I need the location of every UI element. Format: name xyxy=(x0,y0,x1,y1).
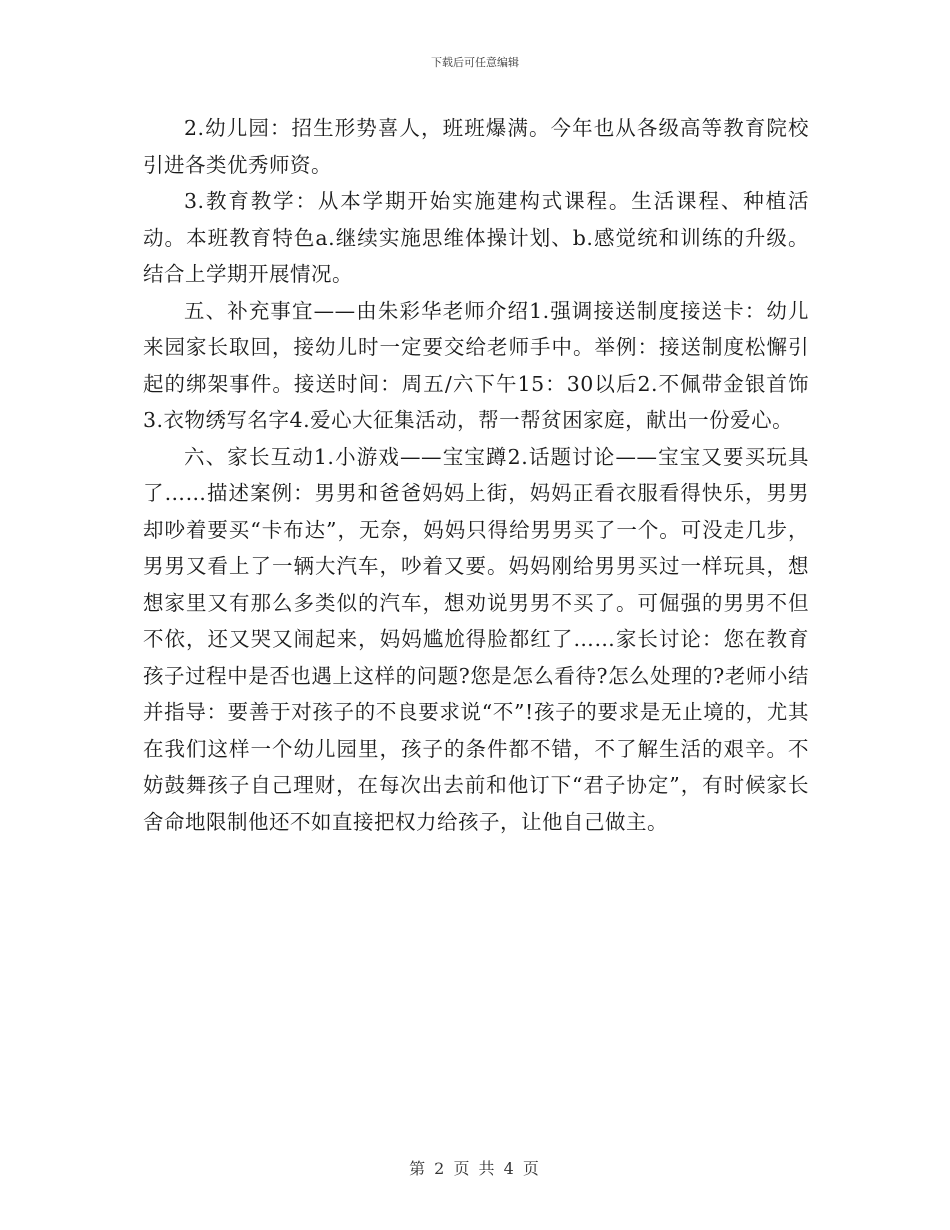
document-body xyxy=(143,110,809,840)
paragraph-kindergarten: 2.幼儿园：招生形势喜人，班班爆满。今年也从各级高等教育院校引进各类优秀师资。 xyxy=(143,116,809,177)
paragraph-teaching: 3.教育教学：从本学期开始实施建构式课程。生活课程、种植活动。本班教育特色a.继续实施思维体操计划、b.感觉统和训练的升级。结合上学期开展情况。 xyxy=(143,189,809,286)
page-header: 下载后可任意编辑 xyxy=(431,56,519,69)
page-footer: 第 2 页 共 4 页 xyxy=(409,1159,541,1178)
paragraph-supplementary-matters: 五、补充事宜——由朱彩华老师介绍1.强调接送制度接送卡：幼儿来园家长取回，接幼儿时一定要交给老师手中。举例：接送制度松懈引起的绑架事件。接送时间：周五/六下午15：30以后2.不佩带金银首饰3.衣物绣写名字4.爱心大征集活动，帮一帮贫困家庭，献出一份爱心。 xyxy=(143,298,809,432)
paragraph-parent-interaction: 六、家长互动1.小游戏——宝宝蹲2.话题讨论——宝宝又要买玩具了……描述案例：男男和爸爸妈妈上街，妈妈正看衣服看得快乐，男男却吵着要买“卡布达”，无奈，妈妈只得给男男买了一个。可没走几步，男男又看上了一辆大汽车，吵着又要。妈妈刚给男男买过一样玩具，想想家里又有那么多类似的汽车，想劝说男男不买了。可倔强的男男不但不依，还又哭又闹起来，妈妈尴尬得脸都红了……家长讨论：您在教育孩子过程中是否也遇上这样的问题?您是怎么看待?怎么处理的?老师小结并指导：要善于对孩子的不良要求说“不”!孩子的要求是无止境的，尤其在我们这样一个幼儿园里，孩子的条件都不错，不了解生活的艰辛。不妨鼓舞孩子自己理财，在每次出去前和他订下“君子协定”，有时候家长舍命地限制他还不如直接把权力给孩子，让他自己做主。 xyxy=(143,444,809,834)
